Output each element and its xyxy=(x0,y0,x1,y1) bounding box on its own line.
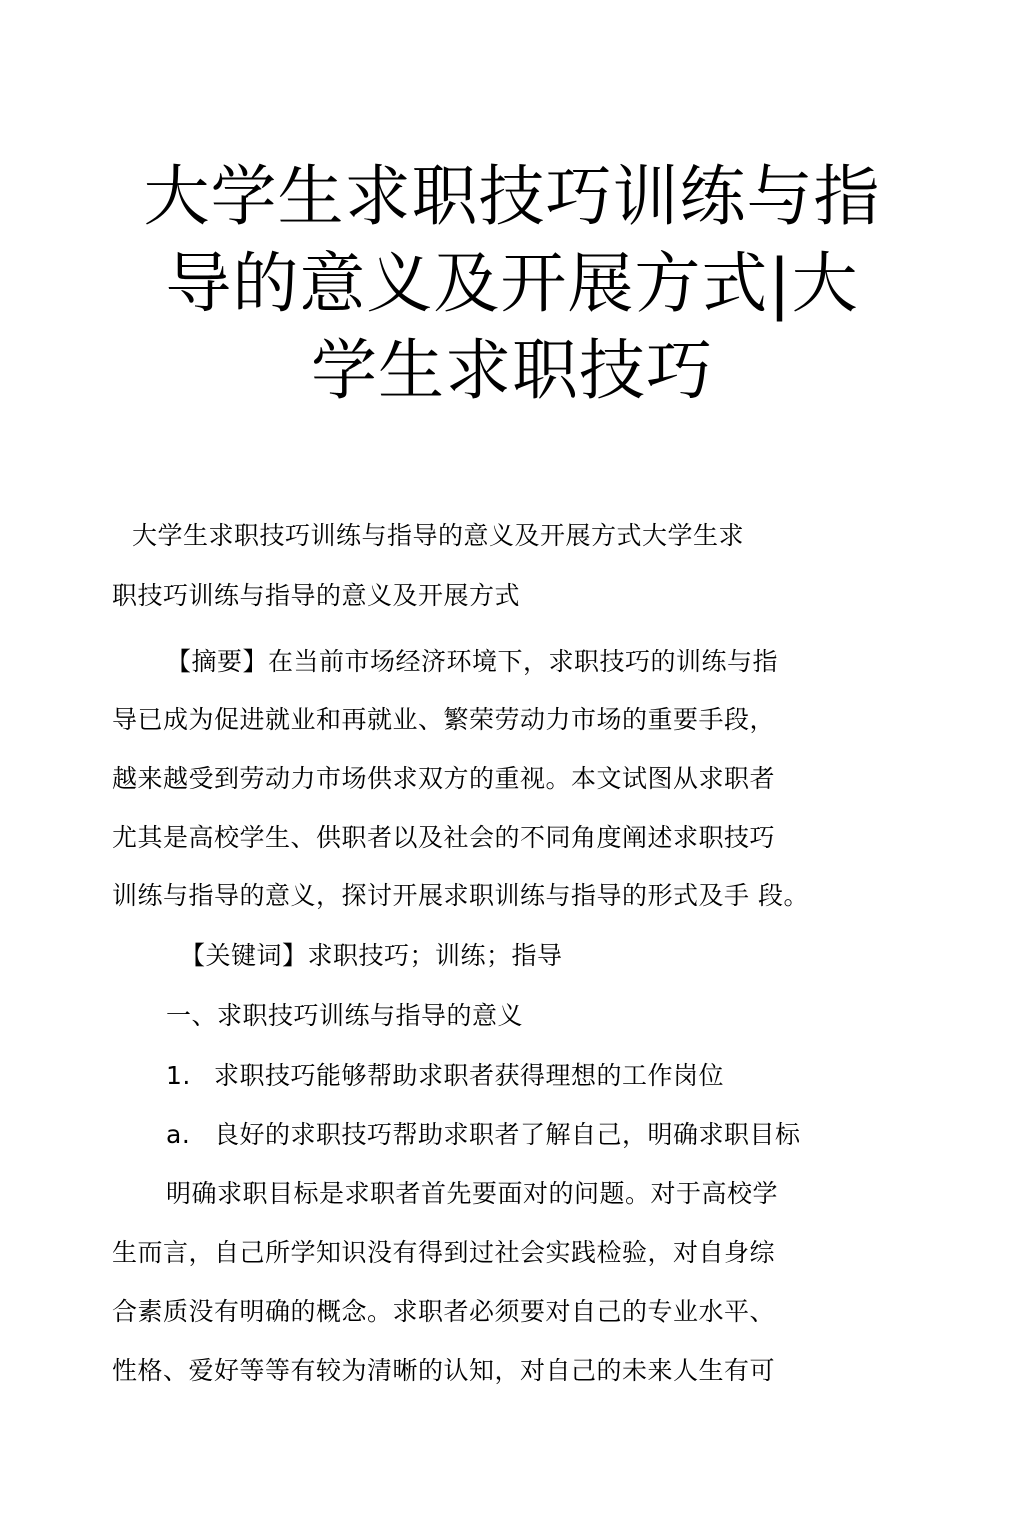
abstract-line-1: 【摘要】在当前市场经济环境下，求职技巧的训练与指 xyxy=(166,647,779,676)
abstract-line-5: 训练与指导的意义，探讨开展求职训练与指导的形式及手 段。 xyxy=(112,881,809,910)
body-line-4: 性格、爱好等等有较为清晰的认知，对自己的未来人生有可 xyxy=(112,1356,776,1385)
list-item-a-marker: a. xyxy=(166,1120,191,1149)
keywords: 【关键词】求职技巧；训练；指导 xyxy=(180,941,563,970)
abstract-line-4: 尤其是高校学生、供职者以及社会的不同角度阐述求职技巧 xyxy=(112,823,776,852)
body-line-3: 合素质没有明确的概念。求职者必须要对自己的专业水平、 xyxy=(112,1297,776,1326)
body-line-2: 生而言，自己所学知识没有得到过社会实践检验，对自身综 xyxy=(112,1238,776,1267)
abstract-line-2: 导已成为促进就业和再就业、繁荣劳动力市场的重要手段， xyxy=(112,705,776,734)
title-line-1: 大学生求职技巧训练与指 xyxy=(143,158,881,235)
section-heading-1: 一、求职技巧训练与指导的意义 xyxy=(166,1001,524,1030)
title-line-3: 学生求职技巧 xyxy=(311,332,713,409)
subtitle-line-2: 职技巧训练与指导的意义及开展方式 xyxy=(112,581,521,610)
list-item-a xyxy=(166,1119,801,1151)
body-line-1: 明确求职目标是求职者首先要面对的问题。对于高校学 xyxy=(166,1179,779,1208)
abstract-line-3: 越来越受到劳动力市场供求双方的重视。本文试图从求职者 xyxy=(112,764,776,793)
subtitle-line-1: 大学生求职技巧训练与指导的意义及开展方式大学生求 xyxy=(132,521,745,550)
title-line-2: 导的意义及开展方式|大 xyxy=(165,245,859,322)
list-item-a-text: 良好的求职技巧帮助求职者了解自己，明确求职目标 xyxy=(214,1120,801,1149)
list-item-1-text: 求职技巧能够帮助求职者获得理想的工作岗位 xyxy=(214,1061,725,1090)
list-item-1-marker: 1. xyxy=(166,1061,191,1090)
list-item-1 xyxy=(166,1060,724,1092)
